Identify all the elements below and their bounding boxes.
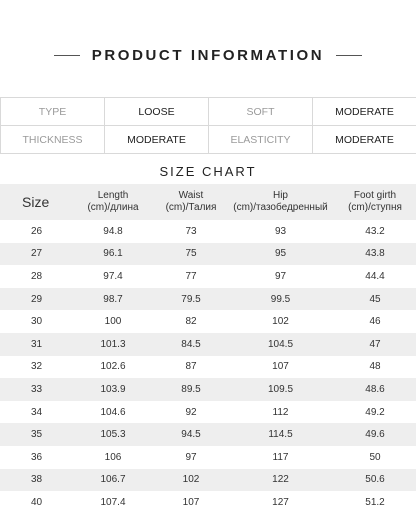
table-row <box>0 356 416 379</box>
cell-size: 28 <box>31 270 43 282</box>
product-properties-table <box>0 97 416 154</box>
property-value-thickness: MODERATE <box>105 126 209 154</box>
cell-length: 94.8 <box>103 225 123 237</box>
table-row <box>0 446 416 469</box>
cell-waist: 77 <box>185 270 197 282</box>
table-row <box>0 288 416 311</box>
property-value-elasticity: MODERATE <box>313 126 416 154</box>
cell-size: 29 <box>0 288 71 311</box>
cell-foot-girth: 47 <box>334 333 416 356</box>
cell-length: 105.3 <box>71 423 155 446</box>
property-value-type: LOOSE <box>105 98 209 126</box>
cell-foot-girth: 49.2 <box>365 406 385 418</box>
cell-length: 101.3 <box>71 333 155 356</box>
properties-row <box>1 126 416 154</box>
cell-size: 36 <box>31 451 43 463</box>
header-foot-girth <box>334 184 416 220</box>
heading-right-rule <box>336 55 362 56</box>
properties-row <box>1 98 416 126</box>
cell-hip: 97 <box>274 270 287 282</box>
cell-hip: 117 <box>272 451 289 463</box>
header-waist-name: Waist <box>178 189 204 201</box>
property-value-soft: MODERATE <box>313 98 416 126</box>
cell-size: 38 <box>0 469 71 492</box>
header-length-unit: (cm)/длина <box>87 202 139 213</box>
table-row <box>0 333 416 356</box>
cell-foot-girth: 43.2 <box>365 225 385 237</box>
table-row <box>0 469 416 492</box>
property-label-thickness: THICKNESS <box>1 126 105 154</box>
cell-size: 32 <box>31 361 43 373</box>
table-row <box>0 378 416 401</box>
header-hip <box>227 184 334 220</box>
cell-length: 96.1 <box>71 243 155 266</box>
cell-length: 98.7 <box>71 288 155 311</box>
product-info-heading <box>0 43 416 67</box>
cell-hip: 95 <box>227 243 334 266</box>
cell-hip: 93 <box>274 225 287 237</box>
cell-length: 102.6 <box>100 361 126 373</box>
cell-hip: 102 <box>272 316 289 328</box>
cell-length: 104.6 <box>100 406 126 418</box>
header-foot-girth-name: Foot girth <box>353 189 397 201</box>
property-label-type: TYPE <box>1 98 105 126</box>
cell-size: 27 <box>0 243 71 266</box>
header-foot-girth-unit: (cm)/ступня <box>348 202 402 213</box>
page-title: PRODUCT INFORMATION <box>91 46 325 64</box>
property-label-elasticity: ELASTICITY <box>209 126 313 154</box>
cell-foot-girth: 45 <box>334 288 416 311</box>
header-length <box>71 184 155 220</box>
cell-length: 107.4 <box>100 496 126 508</box>
cell-hip: 114.5 <box>227 423 334 446</box>
cell-hip: 109.5 <box>227 378 334 401</box>
cell-foot-girth: 48.6 <box>334 378 416 401</box>
cell-foot-girth: 49.6 <box>334 423 416 446</box>
header-size-label: Size <box>22 193 50 210</box>
header-hip-name: Hip <box>272 189 288 201</box>
heading-left-rule <box>54 55 80 56</box>
cell-length: 106 <box>104 451 122 463</box>
cell-waist: 82 <box>185 316 197 328</box>
cell-size: 35 <box>0 423 71 446</box>
header-hip-unit: (cm)/тазобедренный <box>233 202 328 213</box>
header-length-name: Length <box>97 189 129 201</box>
cell-foot-girth: 50.6 <box>334 469 416 492</box>
cell-waist: 102 <box>155 469 227 492</box>
table-row <box>0 243 416 266</box>
size-chart-table <box>0 184 416 514</box>
cell-size: 26 <box>31 225 43 237</box>
cell-length: 100 <box>104 316 122 328</box>
cell-hip: 122 <box>227 469 334 492</box>
table-row <box>0 310 416 333</box>
property-label-soft: SOFT <box>209 98 313 126</box>
cell-hip: 107 <box>272 361 289 373</box>
cell-size: 31 <box>0 333 71 356</box>
cell-waist: 97 <box>185 451 197 463</box>
cell-size: 30 <box>31 316 43 328</box>
table-row <box>0 423 416 446</box>
cell-waist: 89.5 <box>155 378 227 401</box>
table-row <box>0 491 416 514</box>
cell-waist: 79.5 <box>155 288 227 311</box>
cell-foot-girth: 51.2 <box>365 496 385 508</box>
cell-length: 106.7 <box>71 469 155 492</box>
cell-foot-girth: 44.4 <box>365 270 385 282</box>
cell-length: 97.4 <box>103 270 123 282</box>
cell-waist: 92 <box>185 406 197 418</box>
cell-foot-girth: 43.8 <box>334 243 416 266</box>
cell-foot-girth: 50 <box>369 451 381 463</box>
size-chart-header-row <box>0 184 416 220</box>
cell-waist: 73 <box>185 225 197 237</box>
cell-foot-girth: 46 <box>369 316 381 328</box>
cell-waist: 87 <box>185 361 197 373</box>
cell-hip: 127 <box>272 496 289 508</box>
cell-hip: 104.5 <box>227 333 334 356</box>
cell-foot-girth: 48 <box>369 361 381 373</box>
header-size <box>0 184 71 220</box>
header-waist <box>155 184 227 220</box>
cell-hip: 99.5 <box>227 288 334 311</box>
table-row <box>0 220 416 243</box>
table-row <box>0 265 416 288</box>
table-row <box>0 401 416 424</box>
size-chart-title: SIZE CHART <box>159 164 257 179</box>
cell-waist: 107 <box>182 496 200 508</box>
cell-waist: 75 <box>155 243 227 266</box>
header-waist-unit: (cm)/Талия <box>165 202 217 213</box>
cell-size: 34 <box>31 406 43 418</box>
cell-hip: 112 <box>272 406 289 418</box>
cell-waist: 84.5 <box>155 333 227 356</box>
cell-length: 103.9 <box>71 378 155 401</box>
cell-size: 40 <box>31 496 43 508</box>
cell-size: 33 <box>0 378 71 401</box>
cell-waist: 94.5 <box>155 423 227 446</box>
